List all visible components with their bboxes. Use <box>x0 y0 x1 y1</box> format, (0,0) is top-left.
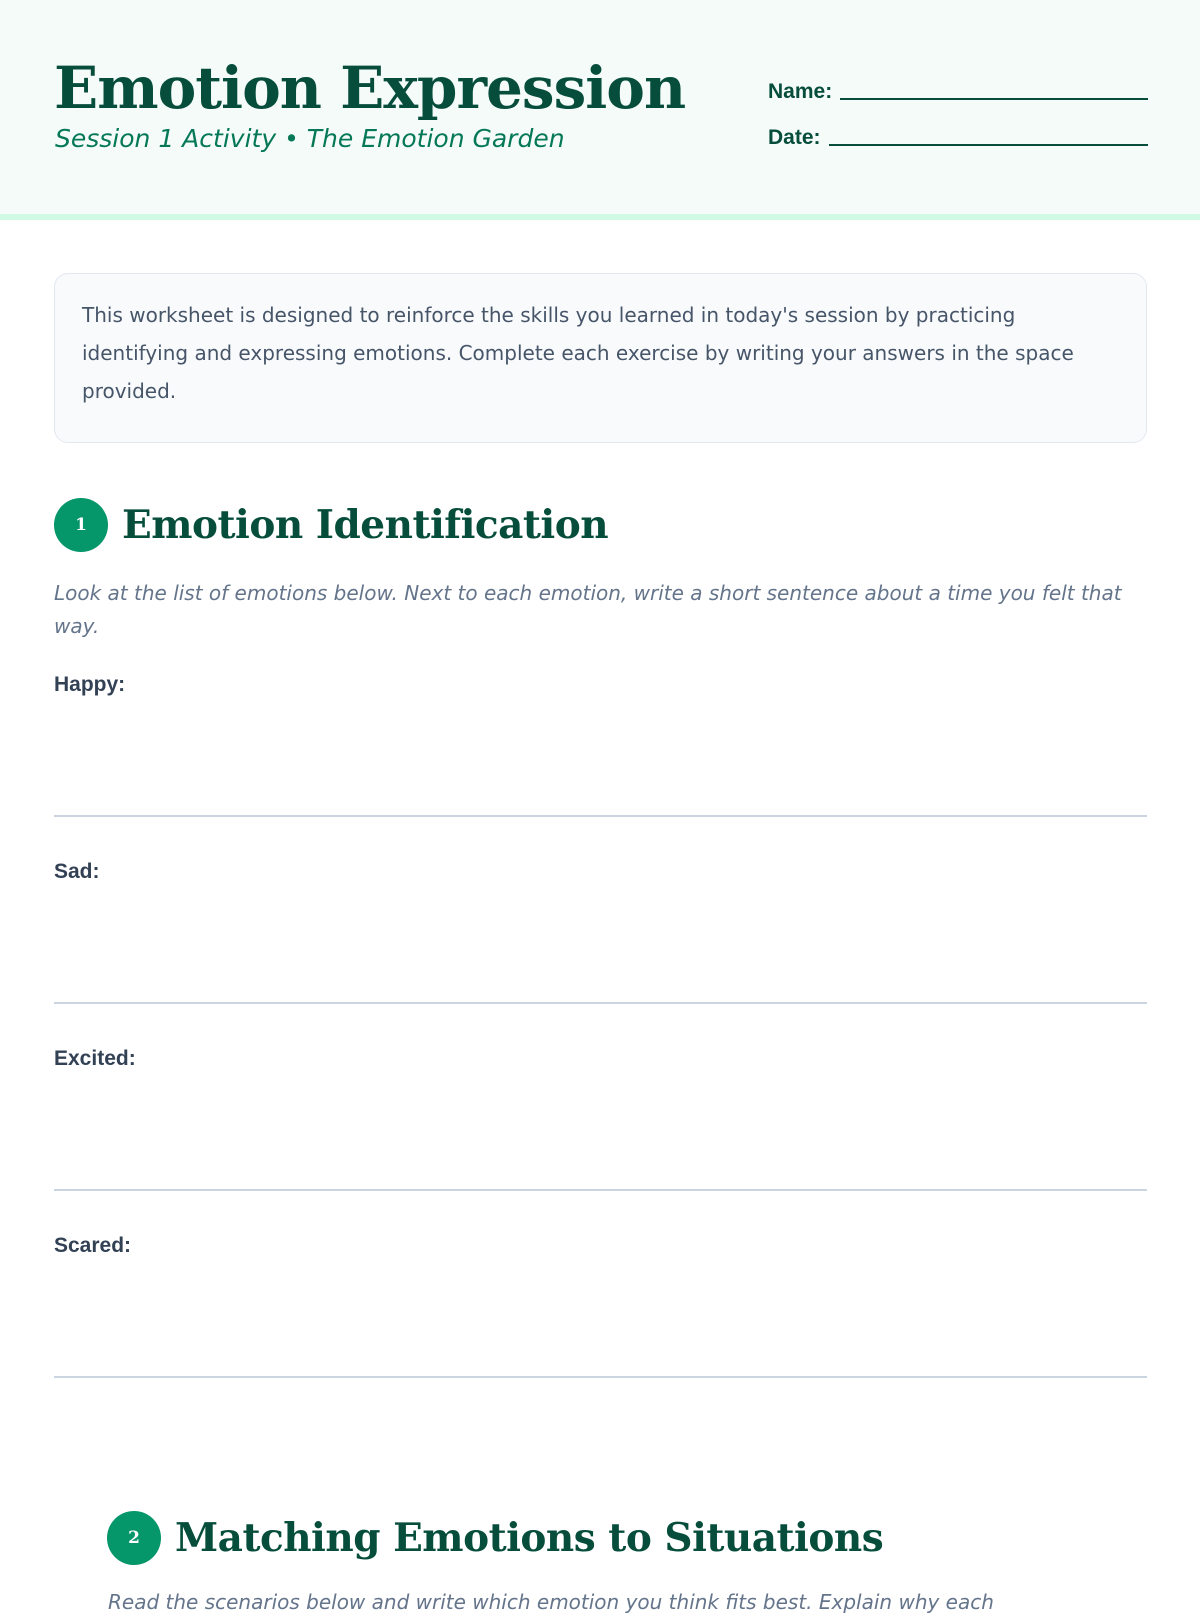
section-2-heading <box>107 1511 883 1565</box>
answer-line-excited[interactable] <box>54 1189 1147 1191</box>
name-label: Name: <box>768 80 833 103</box>
emotion-label-excited: Excited: <box>54 1047 136 1070</box>
date-field[interactable] <box>768 126 1148 150</box>
emotion-label-sad: Sad: <box>54 860 100 883</box>
name-blank-line[interactable] <box>840 96 1148 100</box>
intro-text: This worksheet is designed to reinforce the skills you learned in today's session by practicing identifying and expressing emotions. Complete each exercise by writing your answers in the space provided. <box>82 303 1074 403</box>
emotion-label-scared: Scared: <box>54 1234 132 1257</box>
worksheet-title: Emotion Expression <box>54 54 686 122</box>
answer-line-sad[interactable] <box>54 1002 1147 1004</box>
section-title: Matching Emotions to Situations <box>175 1515 884 1561</box>
section-title: Emotion Identification <box>122 502 609 548</box>
worksheet-header <box>0 0 1200 220</box>
section-1-heading <box>54 498 608 552</box>
answer-line-scared[interactable] <box>54 1376 1147 1378</box>
name-field[interactable] <box>768 80 1148 104</box>
date-blank-line[interactable] <box>829 142 1148 146</box>
section-number-badge: 2 <box>107 1511 161 1565</box>
worksheet-subtitle: Session 1 Activity • The Emotion Garden <box>55 124 565 153</box>
section-1-instructions: Look at the list of emotions below. Next to each emotion, write a short sentence about a time you felt that way. <box>54 581 1122 638</box>
emotion-label-happy: Happy: <box>54 673 126 696</box>
section-2-instructions: Read the scenarios below and write which emotion you think fits best. Explain why each <box>108 1590 994 1614</box>
intro-box <box>54 273 1147 443</box>
section-number-badge: 1 <box>54 498 108 552</box>
answer-line-happy[interactable] <box>54 815 1147 817</box>
date-label: Date: <box>768 126 821 149</box>
